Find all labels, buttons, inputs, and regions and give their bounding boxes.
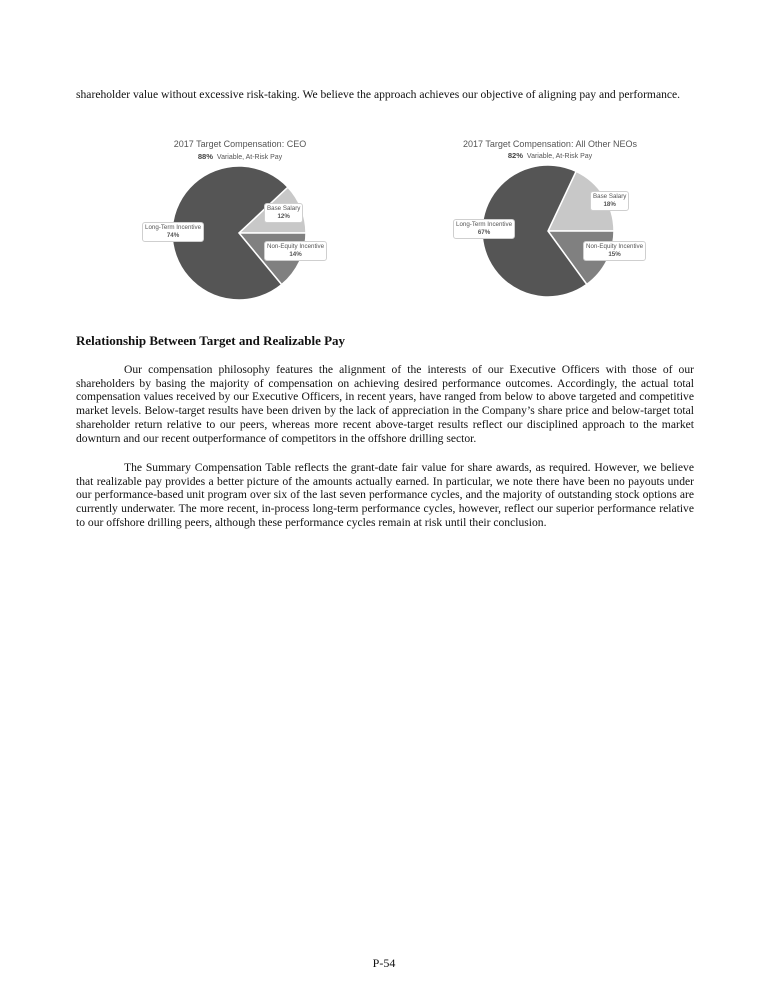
variable-pay-pct: 88% [197,152,214,161]
neo-pie-chart [420,135,680,310]
slice-label-base-salary: Base Salary 18% [590,191,629,211]
slice-label-long-term-incentive: Long-Term Incentive 74% [142,222,204,242]
slice-label-non-equity-incentive: Non-Equity Incentive 15% [583,241,646,261]
variable-pay-pct: 82% [507,151,524,160]
body-paragraph: The Summary Compensation Table reflects the grant-date fair value for share awards, as required. However, we believe that realizable pay provides a better picture of the amounts actually earned. In particular, we note there have been no payouts under our performance-based unit program over six of the last seven performance cycles, and the majority of outstanding stock options are currently underwater. The more recent, in-process long-term performance cycles, however, reflect our superior performance relative to our offshore drilling peers, although these performance cycles remain at risk until their conclusion. [76,460,694,530]
slice-label-non-equity-incentive: Non-Equity Incentive 14% [264,241,327,261]
body-paragraph: Our compensation philosophy features the alignment of the interests of our Executive Officers with those of our shareholders by basing the majority of compensation on achieving desired performance outcomes. Accordingly, the actual total compensation values received by our Executive Officers, in recent years, have ranged from below to above targeted and competitive market levels. Below-target results have been driven by the lack of appreciation in the Company’s share price and below-target total shareholder return relative to our peers, whereas more recent above-target results reflect our disciplined approach to the market downturn and our recent outperformance of competitors in the offshore drilling sector. [76,362,694,446]
variable-pay-text: Variable, At-Risk Pay [216,154,283,161]
slice-label-long-term-incentive: Long-Term Incentive 67% [453,219,515,239]
section-heading: Relationship Between Target and Realizable Pay [76,333,346,348]
page-number: P-54 [372,956,396,970]
variable-pay-text: Variable, At-Risk Pay [526,153,593,160]
slice-label-base-salary: Base Salary 12% [264,203,303,223]
chart-title: 2017 Target Compensation: CEO [173,139,307,149]
chart-title: 2017 Target Compensation: All Other NEOs [463,139,637,149]
intro-paragraph: shareholder value without excessive risk-taking. We believe the approach achieves our objective of aligning pay and performance. [76,87,681,101]
ceo-pie-chart [110,135,370,310]
